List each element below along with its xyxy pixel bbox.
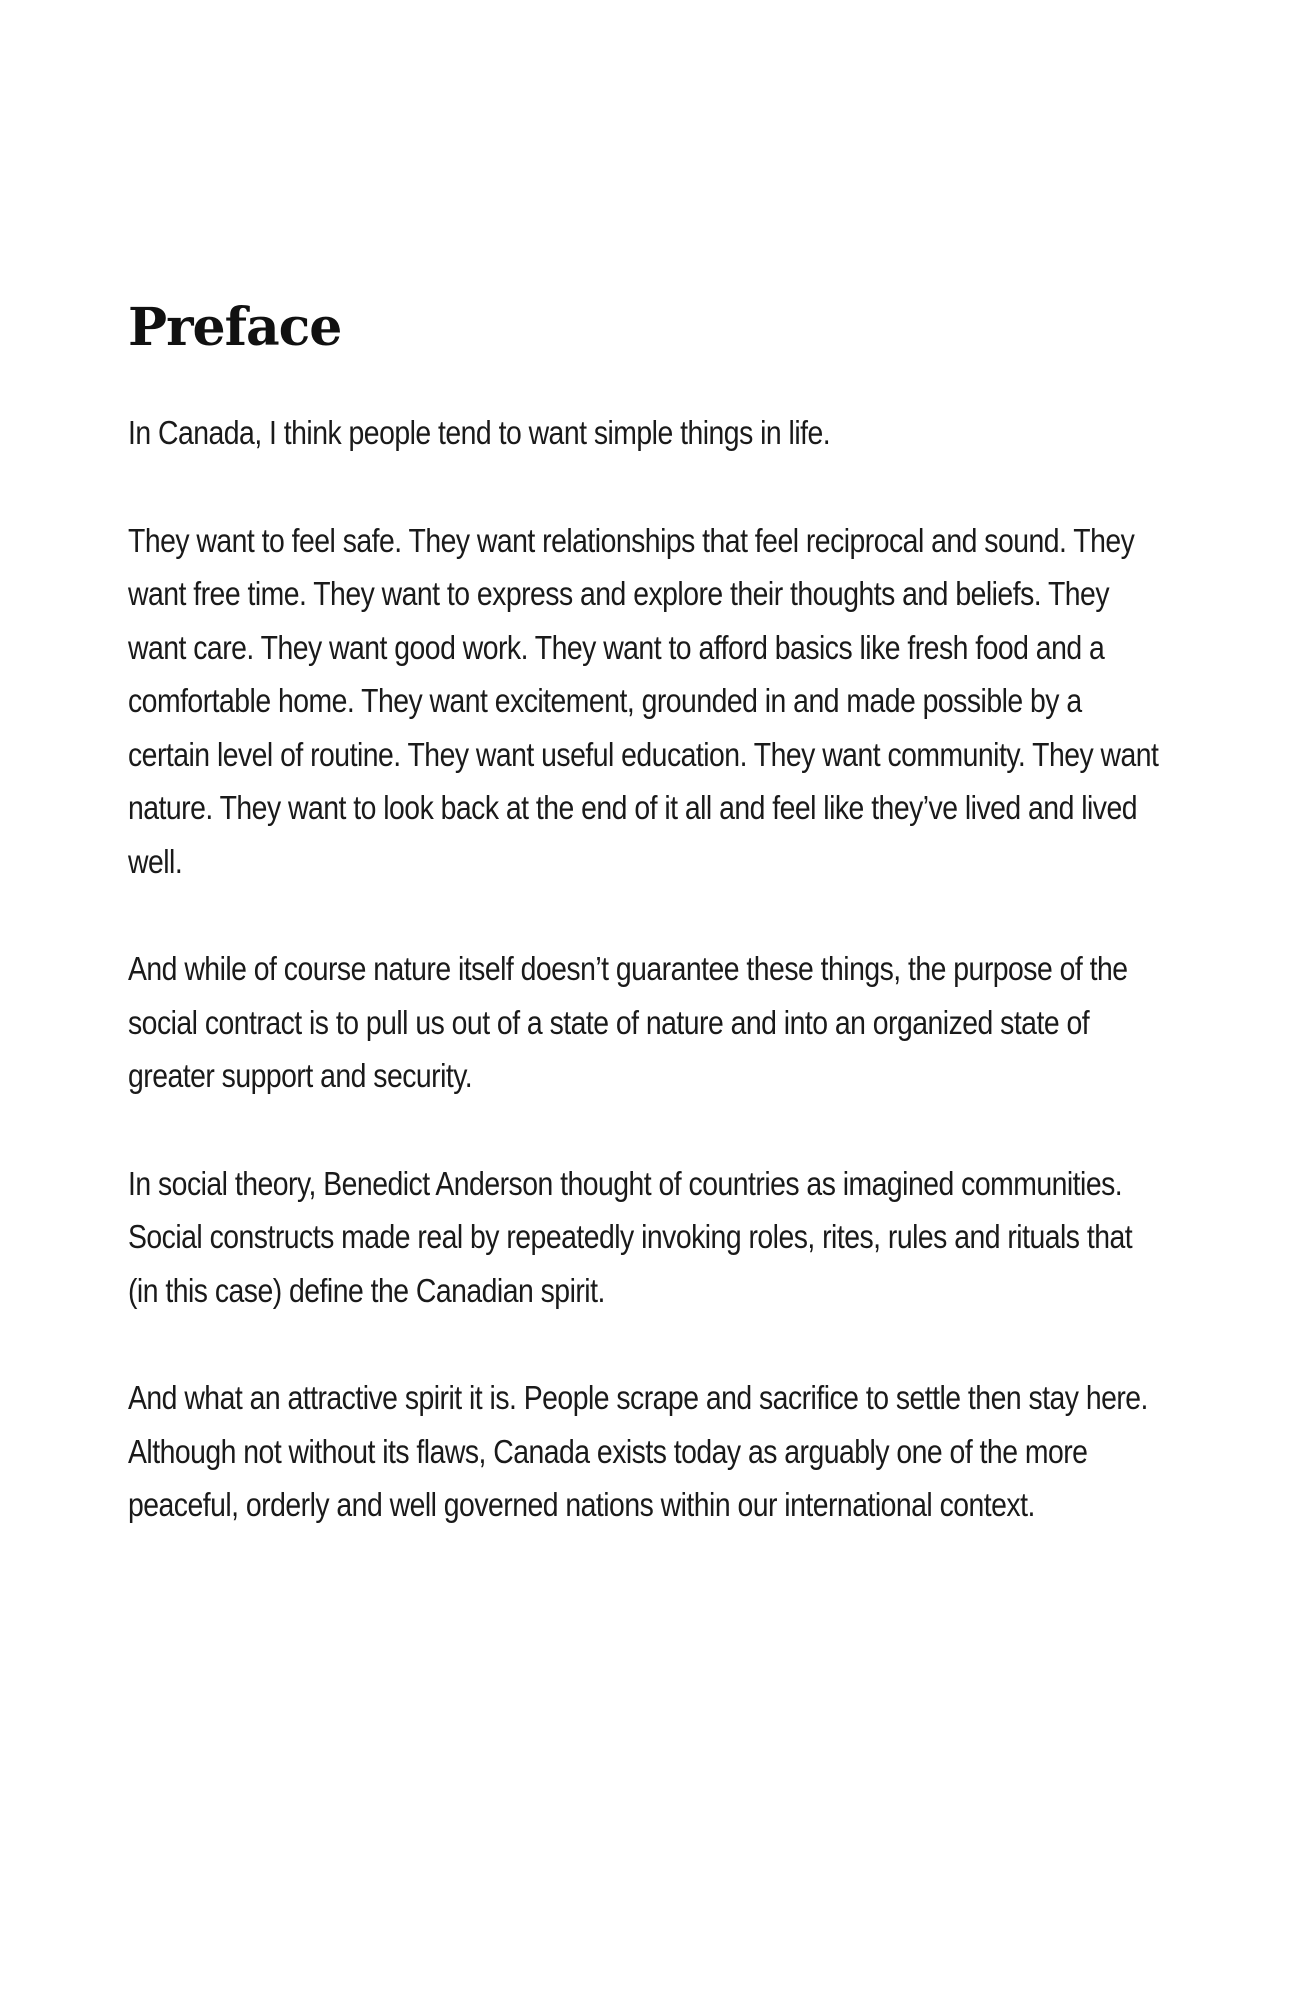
document-page (128, 292, 1168, 1586)
paragraph-3: And while of course nature itself doesn’t guarantee these things, the purpose of the social contract is to pull us out of a state of nature and into an organized state of greater support and security. (128, 950, 1128, 1094)
page-title: Preface (128, 297, 342, 358)
body-text (128, 406, 1168, 1532)
paragraph-4: In social theory, Benedict Anderson thought of countries as imagined communities. Social constructs made real by repeatedly invoking roles, rites, rules and rituals that (in this case) define the Canadian spirit. (128, 1164, 1133, 1309)
paragraph-1: In Canada, I think people tend to want simple things in life. (128, 414, 831, 451)
paragraph-2: They want to feel safe. They want relationships that feel reciprocal and sound. They want free time. They want to express and explore their thoughts and beliefs. They want care. They want good work. They want to afford basics like fresh food and a comfortable home. They want excitement, grounded in and made possible by a certain level of routine. They want useful education. They want community. They want nature. They want to look back at the end of it all and feel like they’ve lived and lived well. (128, 521, 1159, 880)
paragraph-5: And what an attractive spirit it is. People scrape and sacrifice to settle then stay here. Although not without its flaws, Canada exists today as arguably one of the more peaceful, orderly and well governed nations within our international context. (128, 1379, 1148, 1523)
